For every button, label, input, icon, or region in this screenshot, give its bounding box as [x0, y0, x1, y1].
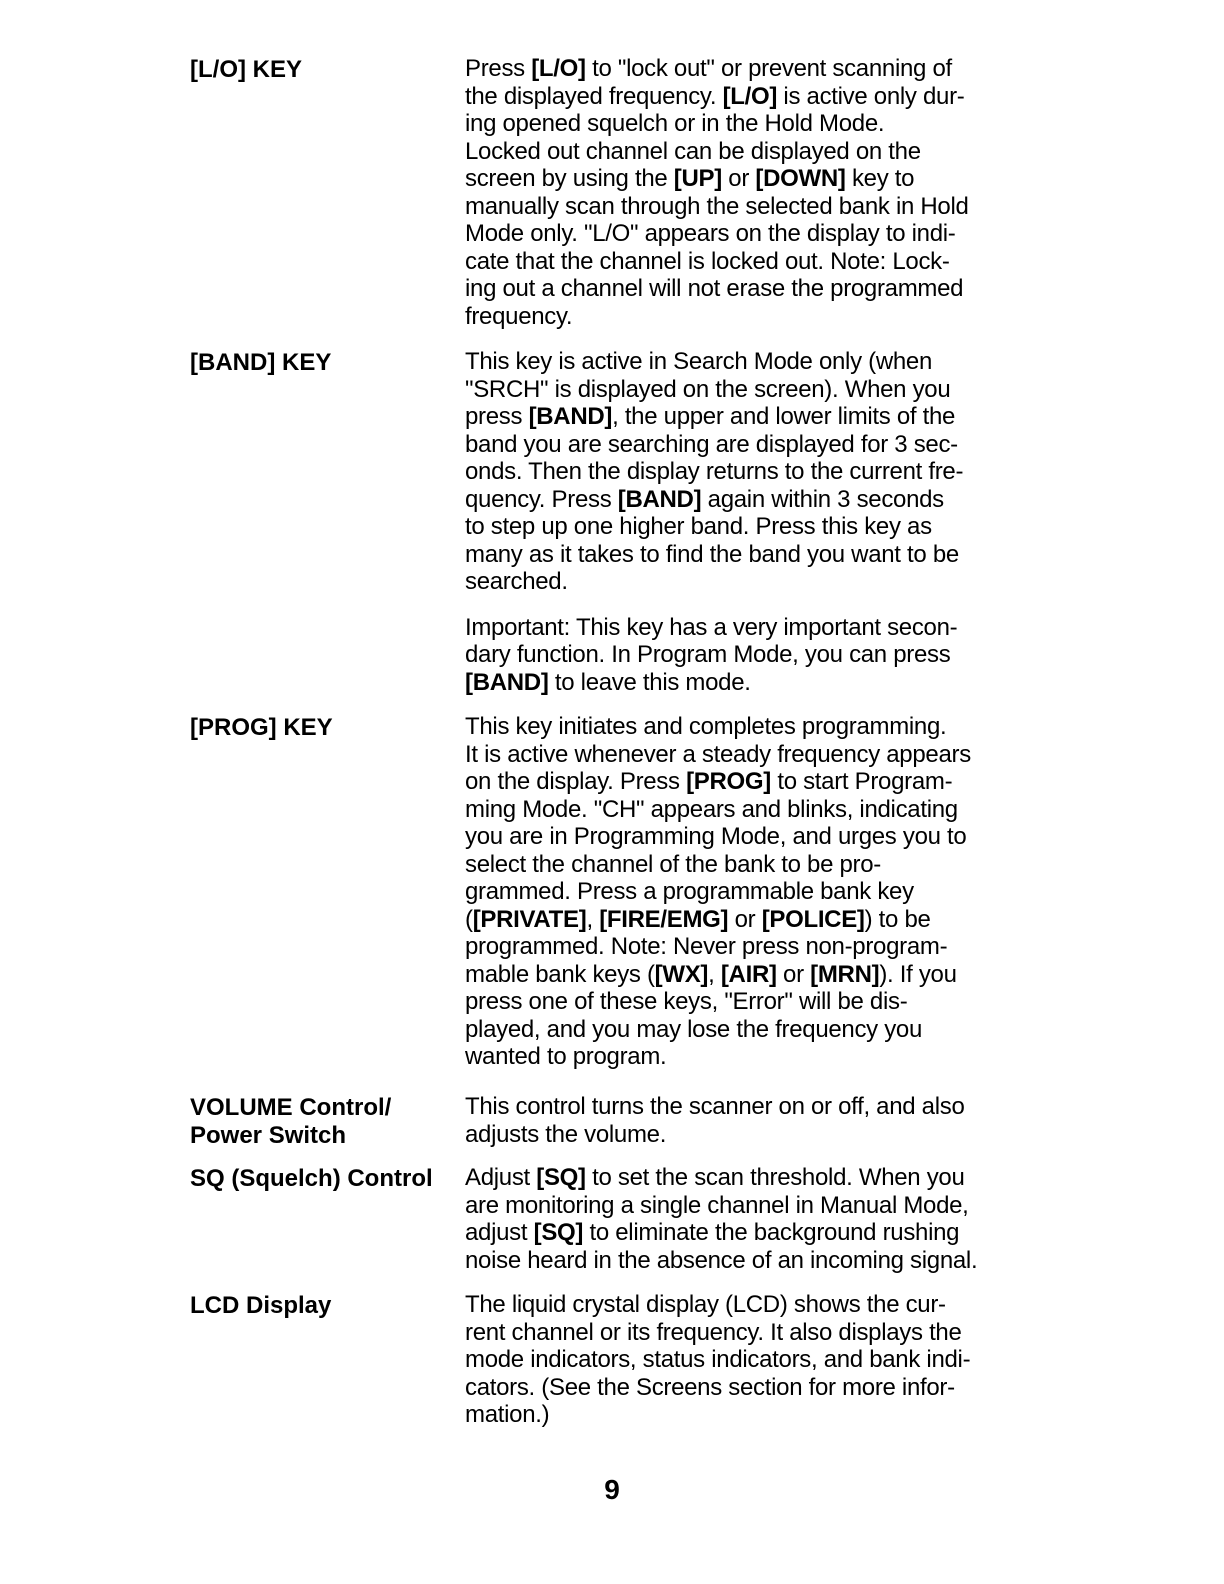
description-line: press one of these keys, "Error" will be dis- [465, 988, 908, 1015]
description-line: the displayed frequency. [L/O] is active only dur- [465, 82, 965, 110]
description-line: quency. Press [BAND] again within 3 seconds [465, 485, 944, 513]
description-line: played, and you may lose the frequency you [465, 1015, 923, 1043]
description-paragraph [465, 1093, 1025, 1148]
description-line: you are in Programming Mode, and urges you to [465, 823, 967, 850]
term-lo-key: [L/O] KEY [190, 56, 302, 83]
description-line: "SRCH" is displayed on the screen). When you [465, 375, 951, 403]
description-line: rent channel or its frequency. It also displays the [465, 1318, 962, 1346]
term-lcd-display: LCD Display [190, 1292, 332, 1319]
description-line: mation.) [465, 1401, 550, 1428]
term-prog-key: [PROG] KEY [190, 714, 333, 741]
description-paragraph [465, 614, 1025, 697]
description-line: This control turns the scanner on or off, and also [465, 1093, 965, 1120]
description-band-key [465, 348, 1025, 696]
description-line: ([PRIVATE], [FIRE/EMG] or [POLICE]) to be [465, 905, 931, 933]
description-line: are monitoring a single channel in Manual Mode, [465, 1191, 969, 1219]
description-paragraph [465, 1164, 1025, 1274]
description-sq-control [465, 1164, 1025, 1274]
term-volume-control: VOLUME Control/ Power Switch [190, 1094, 392, 1149]
description-line: Locked out channel can be displayed on the [465, 137, 921, 165]
description-line: ing out a channel will not erase the programmed [465, 275, 964, 302]
description-line: dary function. In Program Mode, you can press [465, 641, 951, 668]
description-line: mable bank keys ([WX], [AIR] or [MRN]). If you [465, 960, 957, 988]
description-volume-control [465, 1093, 1025, 1148]
description-lcd-display [465, 1291, 1025, 1429]
description-line: noise heard in the absence of an incoming signal. [465, 1246, 978, 1274]
description-line: The liquid crystal display (LCD) shows the cur- [465, 1291, 946, 1318]
term-band-key: [BAND] KEY [190, 349, 332, 376]
description-line: Important: This key has a very important secon- [465, 613, 958, 641]
description-line: ing opened squelch or in the Hold Mode. [465, 110, 885, 137]
description-line: frequency. [465, 302, 573, 330]
description-line: This key initiates and completes programming. [465, 713, 947, 740]
description-line: to step up one higher band. Press this key as [465, 513, 932, 540]
description-paragraph [465, 713, 1025, 1071]
description-line: [BAND] to leave this mode. [465, 668, 751, 696]
description-line: many as it takes to find the band you want to be [465, 540, 959, 568]
description-line: press [BAND], the upper and lower limits of the [465, 403, 956, 430]
description-prog-key [465, 713, 1025, 1071]
description-line: onds. Then the display returns to the current fre- [465, 458, 964, 485]
description-line: It is active whenever a steady frequency appears [465, 740, 971, 768]
description-line: cators. (See the Screens section for more infor- [465, 1373, 955, 1401]
description-line: screen by using the [UP] or [DOWN] key to [465, 165, 915, 192]
description-line: cate that the channel is locked out. Note: Lock- [465, 247, 950, 275]
description-line: wanted to program. [465, 1043, 667, 1070]
description-line: Press [L/O] to "lock out" or prevent scanning of [465, 55, 952, 82]
description-line: ming Mode. "CH" appears and blinks, indicating [465, 795, 958, 823]
description-paragraph [465, 1291, 1025, 1429]
description-line: Mode only. "L/O" appears on the display to indi- [465, 220, 956, 247]
description-line: adjusts the volume. [465, 1120, 667, 1148]
description-line: band you are searching are displayed for 3 sec- [465, 430, 958, 458]
description-line: select the channel of the bank to be pro- [465, 850, 881, 878]
description-line: mode indicators, status indicators, and bank indi- [465, 1346, 971, 1373]
description-line: on the display. Press [PROG] to start Program- [465, 768, 953, 795]
description-paragraph [465, 55, 1025, 330]
description-line: Adjust [SQ] to set the scan threshold. When you [465, 1164, 965, 1191]
description-line: This key is active in Search Mode only (when [465, 348, 933, 375]
description-line: adjust [SQ] to eliminate the background rushing [465, 1219, 960, 1246]
description-paragraph [465, 348, 1025, 596]
description-line: manually scan through the selected bank in Hold [465, 192, 969, 220]
description-line: grammed. Press a programmable bank key [465, 878, 914, 905]
description-line: programmed. Note: Never press non-program- [465, 933, 948, 960]
description-lo-key [465, 55, 1025, 330]
term-sq-control: SQ (Squelch) Control [190, 1165, 433, 1192]
page-number: 9 [604, 1474, 620, 1505]
description-line: searched. [465, 568, 568, 595]
